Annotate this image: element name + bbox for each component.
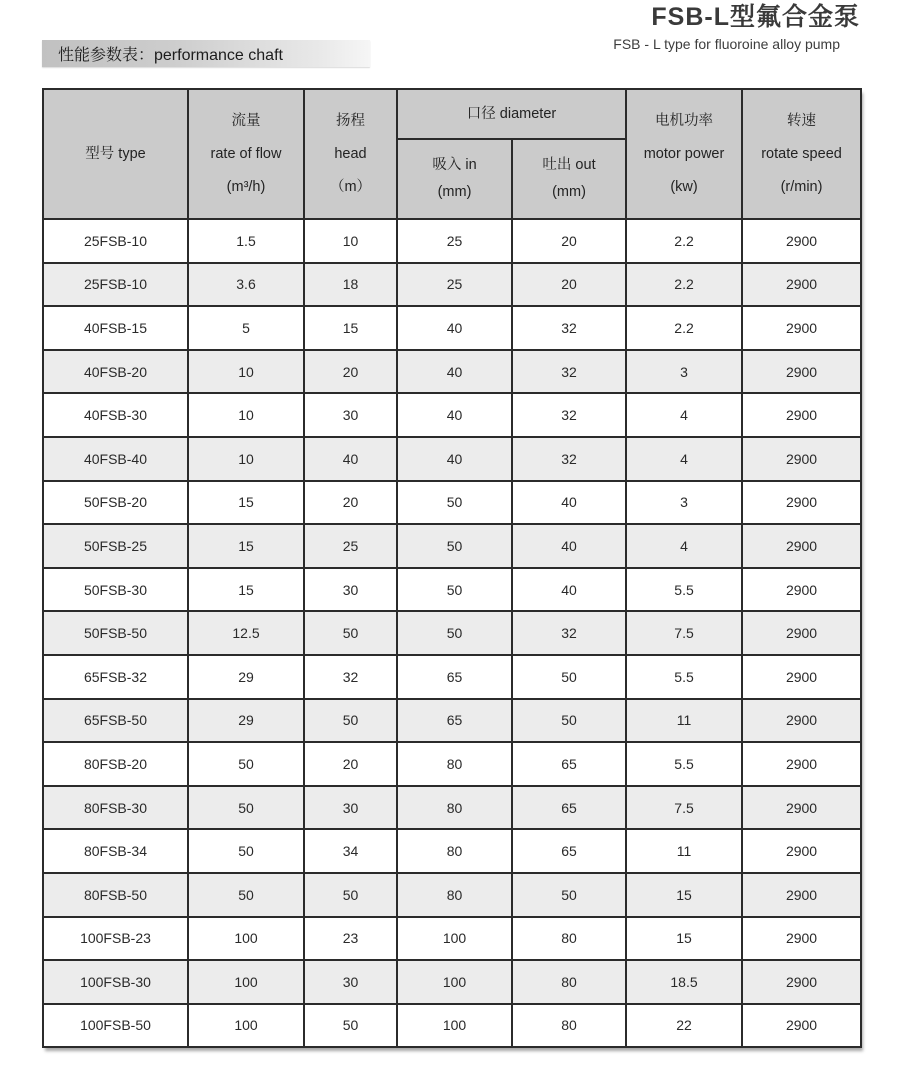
table-body xyxy=(43,219,861,1047)
cell-suction-in: 80 xyxy=(397,742,512,786)
cell-type: 50FSB-30 xyxy=(43,568,188,612)
cell-type: 40FSB-40 xyxy=(43,437,188,481)
cell-rotate-speed: 2900 xyxy=(742,306,861,350)
cell-rotate-speed: 2900 xyxy=(742,873,861,917)
cell-flow: 29 xyxy=(188,655,304,699)
cell-discharge-out: 20 xyxy=(512,219,626,263)
table-row xyxy=(43,917,861,961)
header-flow-en: rate of flow xyxy=(210,145,282,162)
cell-head: 20 xyxy=(304,742,397,786)
header-rotate-speed xyxy=(742,89,861,219)
cell-suction-in: 50 xyxy=(397,568,512,612)
cell-suction-in: 50 xyxy=(397,611,512,655)
cell-suction-in: 80 xyxy=(397,829,512,873)
cell-type: 80FSB-30 xyxy=(43,786,188,830)
cell-discharge-out: 80 xyxy=(512,917,626,961)
cell-type: 80FSB-50 xyxy=(43,873,188,917)
cell-motor-power: 5.5 xyxy=(626,655,742,699)
cell-type: 80FSB-20 xyxy=(43,742,188,786)
cell-head: 50 xyxy=(304,611,397,655)
cell-rotate-speed: 2900 xyxy=(742,393,861,437)
header-speed-cn: 转速 xyxy=(787,112,817,129)
page-title-block xyxy=(613,4,860,52)
cell-flow: 5 xyxy=(188,306,304,350)
cell-discharge-out: 40 xyxy=(512,481,626,525)
table-row xyxy=(43,611,861,655)
cell-suction-in: 50 xyxy=(397,524,512,568)
header-discharge-label: 吐出 out xyxy=(542,157,596,174)
cell-head: 30 xyxy=(304,393,397,437)
header-discharge-out xyxy=(512,139,626,219)
header-flow-cn: 流量 xyxy=(231,112,261,129)
cell-flow: 1.5 xyxy=(188,219,304,263)
cell-type: 25FSB-10 xyxy=(43,219,188,263)
cell-type: 100FSB-30 xyxy=(43,960,188,1004)
header-discharge-unit: (mm) xyxy=(552,184,586,201)
cell-discharge-out: 20 xyxy=(512,263,626,307)
cell-suction-in: 40 xyxy=(397,393,512,437)
cell-head: 15 xyxy=(304,306,397,350)
cell-motor-power: 4 xyxy=(626,393,742,437)
cell-motor-power: 15 xyxy=(626,873,742,917)
cell-type: 100FSB-23 xyxy=(43,917,188,961)
cell-motor-power: 4 xyxy=(626,437,742,481)
cell-suction-in: 65 xyxy=(397,699,512,743)
cell-flow: 50 xyxy=(188,742,304,786)
cell-suction-in: 40 xyxy=(397,306,512,350)
table-row xyxy=(43,786,861,830)
cell-rotate-speed: 2900 xyxy=(742,960,861,1004)
cell-flow: 3.6 xyxy=(188,263,304,307)
cell-flow: 10 xyxy=(188,393,304,437)
cell-head: 10 xyxy=(304,219,397,263)
table-row xyxy=(43,306,861,350)
cell-head: 23 xyxy=(304,917,397,961)
header-head xyxy=(304,89,397,219)
cell-motor-power: 15 xyxy=(626,917,742,961)
page-subtitle: FSB - L type for fluoroine alloy pump xyxy=(613,35,840,52)
header-power-en: motor power xyxy=(643,145,725,162)
cell-rotate-speed: 2900 xyxy=(742,437,861,481)
cell-flow: 15 xyxy=(188,568,304,612)
table-row xyxy=(43,350,861,394)
cell-discharge-out: 32 xyxy=(512,393,626,437)
cell-suction-in: 25 xyxy=(397,263,512,307)
cell-head: 34 xyxy=(304,829,397,873)
cell-rotate-speed: 2900 xyxy=(742,263,861,307)
cell-type: 50FSB-25 xyxy=(43,524,188,568)
cell-suction-in: 25 xyxy=(397,219,512,263)
cell-flow: 100 xyxy=(188,960,304,1004)
header-motor-power xyxy=(626,89,742,219)
cell-head: 18 xyxy=(304,263,397,307)
header-flow-unit: (m³/h) xyxy=(226,178,266,195)
cell-rotate-speed: 2900 xyxy=(742,786,861,830)
cell-discharge-out: 65 xyxy=(512,786,626,830)
cell-suction-in: 100 xyxy=(397,917,512,961)
cell-motor-power: 11 xyxy=(626,829,742,873)
table-row xyxy=(43,742,861,786)
cell-type: 80FSB-34 xyxy=(43,829,188,873)
cell-rotate-speed: 2900 xyxy=(742,568,861,612)
section-label-bar xyxy=(42,40,370,67)
table-row xyxy=(43,524,861,568)
cell-flow: 100 xyxy=(188,917,304,961)
cell-rotate-speed: 2900 xyxy=(742,219,861,263)
cell-head: 50 xyxy=(304,1004,397,1048)
cell-discharge-out: 32 xyxy=(512,611,626,655)
cell-discharge-out: 65 xyxy=(512,742,626,786)
cell-suction-in: 80 xyxy=(397,873,512,917)
cell-flow: 10 xyxy=(188,437,304,481)
cell-motor-power: 4 xyxy=(626,524,742,568)
cell-rotate-speed: 2900 xyxy=(742,611,861,655)
cell-head: 30 xyxy=(304,568,397,612)
table-row xyxy=(43,699,861,743)
cell-type: 40FSB-20 xyxy=(43,350,188,394)
cell-head: 50 xyxy=(304,699,397,743)
cell-rotate-speed: 2900 xyxy=(742,742,861,786)
cell-motor-power: 5.5 xyxy=(626,742,742,786)
header-diameter-group: 口径 diameter xyxy=(397,89,626,139)
header-head-unit: （m） xyxy=(329,178,372,195)
table-row xyxy=(43,481,861,525)
cell-discharge-out: 65 xyxy=(512,829,626,873)
table-header xyxy=(43,89,861,219)
cell-motor-power: 7.5 xyxy=(626,786,742,830)
cell-rotate-speed: 2900 xyxy=(742,829,861,873)
header-head-en: head xyxy=(334,145,367,162)
cell-head: 30 xyxy=(304,960,397,1004)
cell-suction-in: 100 xyxy=(397,960,512,1004)
cell-type: 50FSB-50 xyxy=(43,611,188,655)
cell-discharge-out: 40 xyxy=(512,568,626,612)
cell-suction-in: 80 xyxy=(397,786,512,830)
page-title: FSB-L型氟合金泵 xyxy=(651,3,860,31)
cell-motor-power: 18.5 xyxy=(626,960,742,1004)
table-row xyxy=(43,437,861,481)
cell-motor-power: 7.5 xyxy=(626,611,742,655)
header-power-unit: (kw) xyxy=(670,178,698,195)
cell-motor-power: 2.2 xyxy=(626,306,742,350)
cell-type: 25FSB-10 xyxy=(43,263,188,307)
section-label-text: 性能参数表：performance chaft xyxy=(58,47,283,64)
cell-flow: 12.5 xyxy=(188,611,304,655)
cell-discharge-out: 80 xyxy=(512,1004,626,1048)
cell-motor-power: 11 xyxy=(626,699,742,743)
cell-head: 40 xyxy=(304,437,397,481)
header-speed-unit: (r/min) xyxy=(780,178,823,195)
cell-discharge-out: 40 xyxy=(512,524,626,568)
cell-flow: 50 xyxy=(188,873,304,917)
cell-motor-power: 22 xyxy=(626,1004,742,1048)
cell-rotate-speed: 2900 xyxy=(742,917,861,961)
table-row xyxy=(43,393,861,437)
header-speed-en: rotate speed xyxy=(761,145,842,162)
cell-flow: 10 xyxy=(188,350,304,394)
table-row xyxy=(43,1004,861,1048)
cell-motor-power: 3 xyxy=(626,481,742,525)
cell-type: 65FSB-50 xyxy=(43,699,188,743)
cell-rotate-speed: 2900 xyxy=(742,350,861,394)
cell-motor-power: 2.2 xyxy=(626,219,742,263)
cell-discharge-out: 50 xyxy=(512,699,626,743)
cell-rotate-speed: 2900 xyxy=(742,655,861,699)
cell-head: 20 xyxy=(304,481,397,525)
cell-motor-power: 3 xyxy=(626,350,742,394)
table-row xyxy=(43,568,861,612)
cell-type: 40FSB-30 xyxy=(43,393,188,437)
cell-rotate-speed: 2900 xyxy=(742,481,861,525)
cell-head: 30 xyxy=(304,786,397,830)
cell-type: 65FSB-32 xyxy=(43,655,188,699)
cell-discharge-out: 80 xyxy=(512,960,626,1004)
cell-head: 25 xyxy=(304,524,397,568)
table-row xyxy=(43,219,861,263)
header-power-cn: 电机功率 xyxy=(655,112,714,129)
cell-discharge-out: 32 xyxy=(512,437,626,481)
cell-flow: 15 xyxy=(188,481,304,525)
cell-suction-in: 50 xyxy=(397,481,512,525)
cell-discharge-out: 32 xyxy=(512,350,626,394)
cell-discharge-out: 50 xyxy=(512,655,626,699)
cell-suction-in: 40 xyxy=(397,350,512,394)
cell-suction-in: 40 xyxy=(397,437,512,481)
header-suction-in xyxy=(397,139,512,219)
table-row xyxy=(43,655,861,699)
header-flow xyxy=(188,89,304,219)
cell-flow: 100 xyxy=(188,1004,304,1048)
cell-rotate-speed: 2900 xyxy=(742,699,861,743)
cell-rotate-speed: 2900 xyxy=(742,1004,861,1048)
cell-suction-in: 65 xyxy=(397,655,512,699)
header-head-cn: 扬程 xyxy=(336,112,365,129)
cell-suction-in: 100 xyxy=(397,1004,512,1048)
cell-flow: 15 xyxy=(188,524,304,568)
table-row xyxy=(43,873,861,917)
cell-rotate-speed: 2900 xyxy=(742,524,861,568)
cell-head: 20 xyxy=(304,350,397,394)
header-suction-label: 吸入 in xyxy=(432,157,477,174)
cell-motor-power: 2.2 xyxy=(626,263,742,307)
cell-flow: 50 xyxy=(188,786,304,830)
header-type: 型号 type xyxy=(43,89,188,219)
cell-motor-power: 5.5 xyxy=(626,568,742,612)
cell-discharge-out: 32 xyxy=(512,306,626,350)
cell-type: 100FSB-50 xyxy=(43,1004,188,1048)
cell-discharge-out: 50 xyxy=(512,873,626,917)
performance-table xyxy=(42,88,862,1048)
cell-type: 50FSB-20 xyxy=(43,481,188,525)
cell-head: 32 xyxy=(304,655,397,699)
cell-type: 40FSB-15 xyxy=(43,306,188,350)
table-row xyxy=(43,263,861,307)
cell-flow: 50 xyxy=(188,829,304,873)
cell-head: 50 xyxy=(304,873,397,917)
table-row xyxy=(43,960,861,1004)
cell-flow: 29 xyxy=(188,699,304,743)
table-row xyxy=(43,829,861,873)
header-suction-unit: (mm) xyxy=(437,184,472,201)
